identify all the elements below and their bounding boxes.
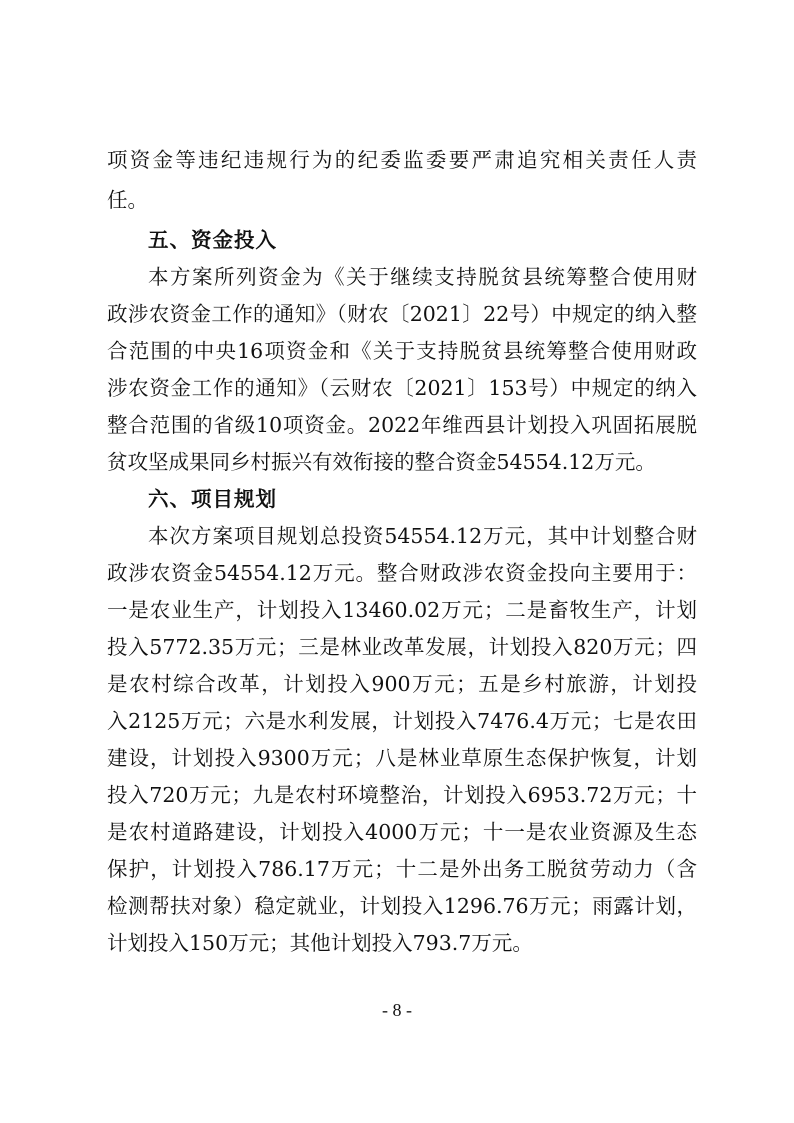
paragraph-line: 整合范围的省级10项资金。2022年维西县计划投入巩固拓展脱	[107, 413, 697, 437]
paragraph-line: 入2125万元；六是水利发展，计划投入7476.4万元；七是农田	[107, 709, 697, 733]
paragraph-line: 本方案所列资金为《关于继续支持脱贫县统筹整合使用财	[148, 265, 697, 289]
paragraph-line: 投入5772.35万元；三是林业改革发展，计划投入820万元；四	[107, 635, 697, 659]
page-number: - 8 -	[382, 1000, 412, 1020]
paragraph-line: 项资金等违纪违规行为的纪委监委要严肃追究相关责任人责	[107, 148, 697, 172]
paragraph-line: 任。	[107, 188, 148, 212]
paragraph-line: 投入720万元；九是农村环境整治，计划投入6953.72万元；十	[107, 783, 697, 807]
paragraph-line: 本次方案项目规划总投资54554.12万元，其中计划整合财	[148, 524, 697, 548]
paragraph-line: 一是农业生产，计划投入13460.02万元；二是畜牧生产，计划	[107, 598, 697, 622]
paragraph-line: 贫攻坚成果同乡村振兴有效衔接的整合资金54554.12万元。	[107, 450, 656, 474]
paragraph-line: 涉农资金工作的通知》（云财农〔2021〕153号）中规定的纳入	[107, 376, 697, 400]
section-heading-funding: 五、资金投入	[148, 228, 277, 252]
paragraph-line: 保护，计划投入786.17万元；十二是外出务工脱贫劳动力（含	[107, 857, 697, 881]
paragraph-line: 建设，计划投入9300万元；八是林业草原生态保护恢复，计划	[107, 746, 697, 770]
paragraph-line: 合范围的中央16项资金和《关于支持脱贫县统筹整合使用财政	[107, 339, 697, 363]
paragraph-line: 政涉农资金54554.12万元。整合财政涉农资金投向主要用于：	[107, 561, 697, 585]
paragraph-line: 是农村综合改革，计划投入900万元；五是乡村旅游，计划投	[107, 672, 697, 696]
paragraph-line: 检测帮扶对象）稳定就业，计划投入1296.76万元；雨露计划，	[107, 894, 697, 918]
paragraph-line: 是农村道路建设，计划投入4000万元；十一是农业资源及生态	[107, 820, 697, 844]
paragraph-line: 计划投入150万元；其他计划投入793.7万元。	[107, 931, 533, 955]
paragraph-line: 政涉农资金工作的通知》（财农〔2021〕22号）中规定的纳入整	[107, 302, 697, 326]
section-heading-project-plan: 六、项目规划	[148, 487, 277, 511]
